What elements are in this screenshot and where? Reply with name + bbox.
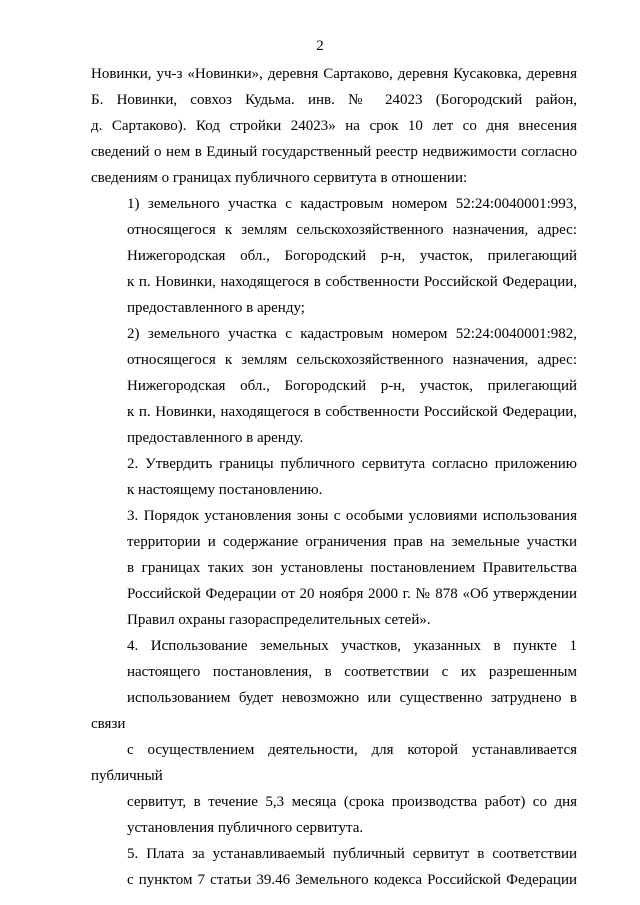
text-line: относящегося к землям сельскохозяйственного назначения, адрес: [127, 222, 577, 238]
text-line: Б. Новинки, совхоз Кудьма. инв. № 24023 (Богородский район, [91, 92, 577, 108]
text-line: территории и содержание ограничения прав на земельные участки [127, 534, 577, 550]
text-line: установления публичного сервитута. [127, 820, 364, 836]
text-line: сервитут, в течение 5,3 месяца (срока производства работ) со дня [127, 794, 577, 810]
text-line: 4. Использование земельных участков, указанных в пункте 1 [127, 638, 577, 654]
text-line: с пунктом 7 статьи 39.46 Земельного кодекса Российской Федерации [127, 872, 577, 888]
text-line: Нижегородская обл., Богородский р-н, участок, прилегающий [127, 248, 577, 264]
text-line: сведениям о границах публичного сервитута в отношении: [91, 170, 468, 186]
text-line: Российской Федерации от 20 ноября 2000 г. № 878 «Об утверждении [127, 586, 577, 602]
text-line: предоставленного в аренду; [127, 300, 305, 316]
paragraph-clause-3 [91, 503, 577, 633]
paragraph-clause-2 [91, 451, 577, 503]
paragraph-clause-5 [91, 841, 577, 893]
text-line: Правил охраны газораспределительных сетей». [127, 612, 431, 628]
text-line: д. Сартаково). Код стройки 24023» на срок 10 лет со дня внесения [91, 118, 577, 134]
text-line: в границах таких зон установлены постановлением Правительства [127, 560, 577, 576]
text-line: к настоящему постановлению. [127, 482, 323, 498]
text-line: относящегося к землям сельскохозяйственного назначения, адрес: [127, 352, 577, 368]
paragraph-item-2 [91, 321, 577, 451]
text-line: сведений о нем в Единый государственный реестр недвижимости согласно [91, 144, 577, 160]
text-line: к п. Новинки, находящегося в собственности Российской Федерации, [127, 274, 577, 290]
text-line: с осуществлением деятельности, для которой устанавливается публичный [91, 742, 577, 784]
text-line: 2. Утвердить границы публичного сервитута согласно приложению [127, 456, 577, 472]
text-line: 3. Порядок установления зоны с особыми условиями использования [127, 508, 577, 524]
text-line: 2) земельного участка с кадастровым номером 52:24:0040001:982, [127, 326, 577, 342]
text-line: использованием будет невозможно или существенно затруднено в связи [91, 690, 577, 732]
paragraph-item-1 [91, 191, 577, 321]
document-body [91, 61, 577, 893]
text-line: 1) земельного участка с кадастровым номером 52:24:0040001:993, [127, 196, 577, 212]
text-line: Нижегородская обл., Богородский р-н, участок, прилегающий [127, 378, 577, 394]
text-line: настоящего постановления, в соответствии с их разрешенным [127, 664, 577, 680]
text-line: предоставленного в аренду. [127, 430, 304, 446]
text-line: 5. Плата за устанавливаемый публичный сервитут в соответствии [127, 846, 577, 862]
paragraph-clause-4 [91, 633, 577, 841]
text-line: к п. Новинки, находящегося в собственности Российской Федерации, [127, 404, 577, 420]
paragraph-intro [91, 61, 577, 191]
text-line: Новинки, уч-з «Новинки», деревня Сартаково, деревня Кусаковка, деревня [91, 66, 577, 82]
page-number: 2 [316, 38, 324, 54]
